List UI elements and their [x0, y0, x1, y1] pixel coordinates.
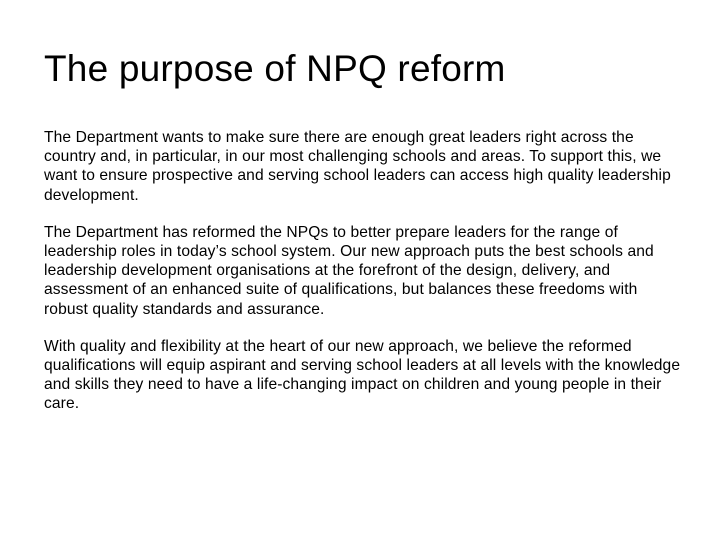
- slide-title: The purpose of NPQ reform: [44, 48, 506, 89]
- paragraph-3: With quality and flexibility at the heart of our new approach, we believe the reformed qualifications will equip aspirant and serving school leaders at all levels with the knowledge and skills they need to have a life-changing impact on children and young people in their care.: [44, 337, 681, 413]
- paragraph-1: The Department wants to make sure there are enough great leaders right across the country and, in particular, in our most challenging schools and areas. To support this, we want to ensure prospective and serving school leaders can access high quality leadership development.: [44, 129, 671, 204]
- paragraph-2: The Department has reformed the NPQs to better prepare leaders for the range of leadership roles in today’s school system. Our new approach puts the best schools and leadership development organisations at the forefront of the design, delivery, and assessment of an enhanced suite of qualifications, but balances these freedoms with robust quality standards and assurance.: [44, 223, 654, 318]
- slide-body: [44, 128, 684, 432]
